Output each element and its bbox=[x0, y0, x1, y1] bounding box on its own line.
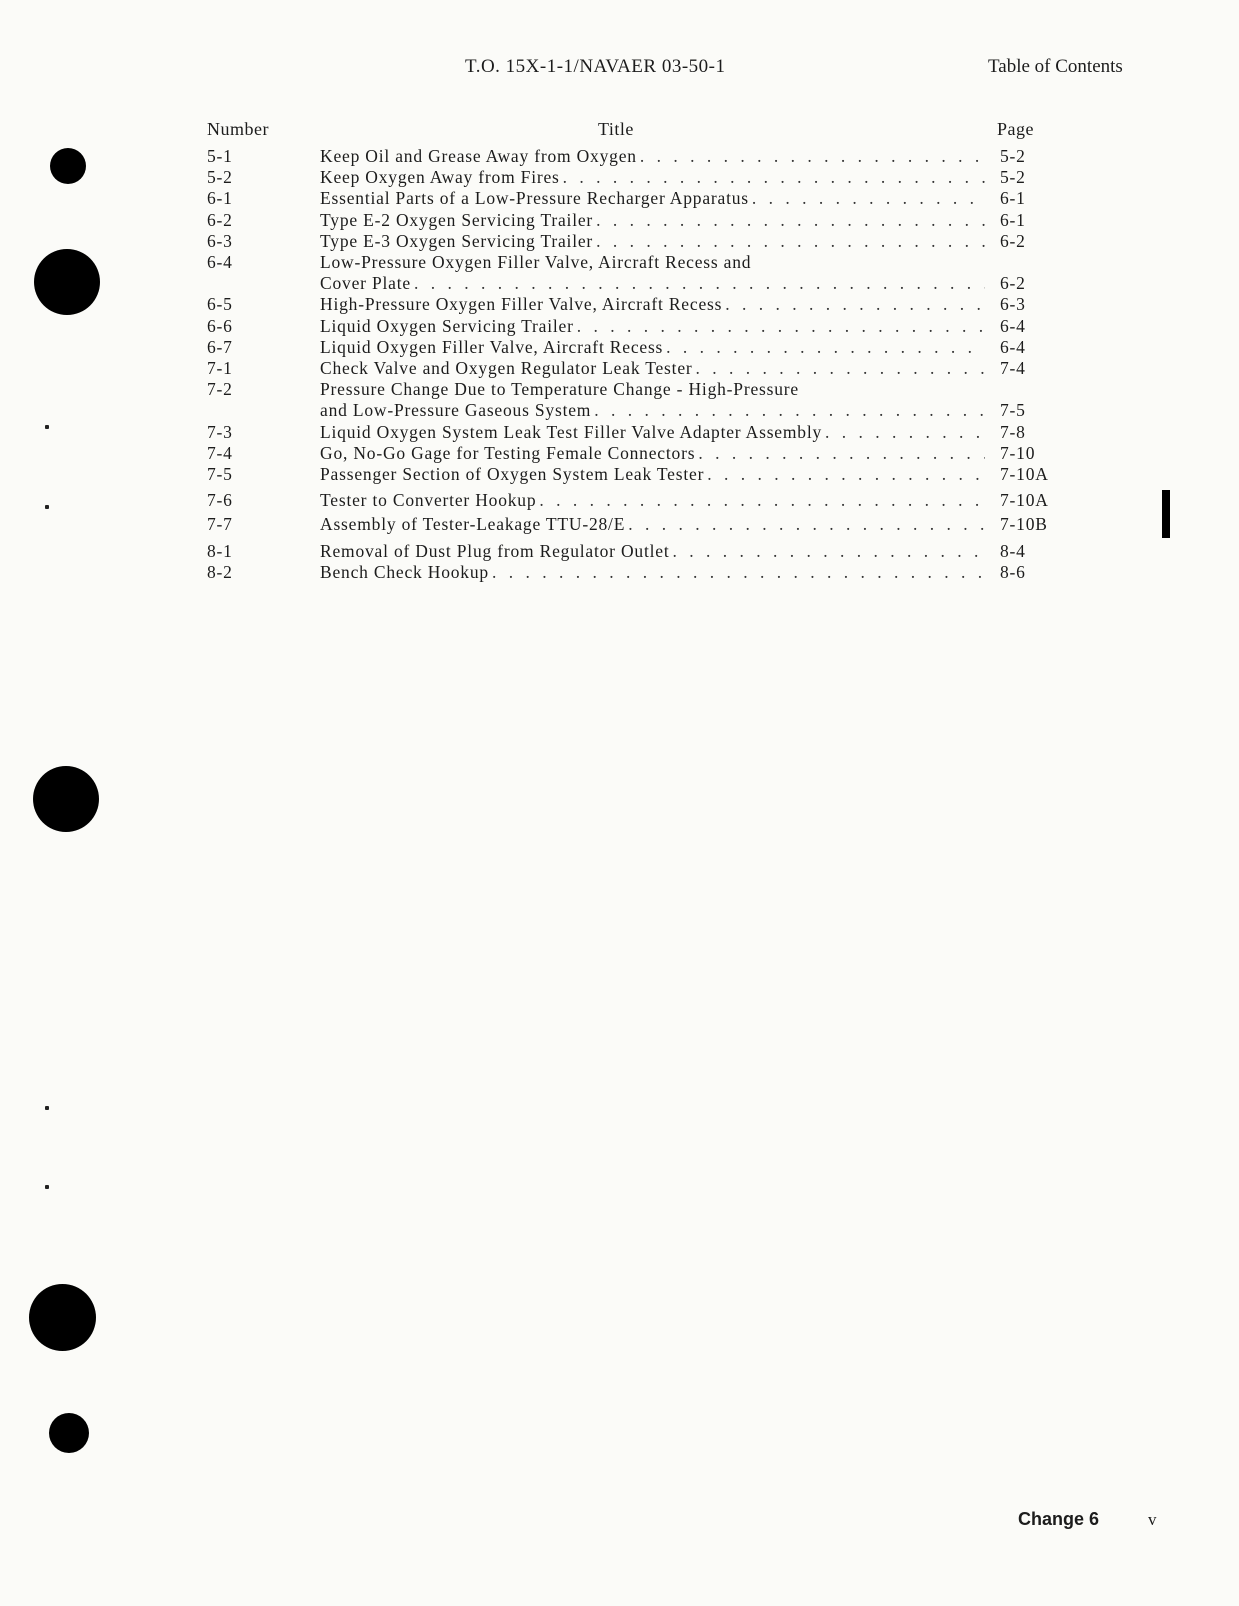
figure-number: 6-1 bbox=[207, 188, 233, 209]
page-reference: 5-2 bbox=[1000, 167, 1026, 188]
figure-title-line: Go, No-Go Gage for Testing Female Connectors bbox=[320, 442, 696, 463]
dot-leader bbox=[593, 210, 985, 231]
figure-number: 6-4 bbox=[207, 252, 233, 272]
figure-title bbox=[320, 562, 985, 583]
figure-title bbox=[320, 337, 985, 358]
figure-number: 8-2 bbox=[207, 561, 233, 582]
page-reference: 7-10B bbox=[1000, 514, 1048, 535]
figure-number: 7-3 bbox=[207, 421, 233, 442]
table-row bbox=[0, 490, 1239, 511]
footer-page-number: v bbox=[1148, 1510, 1157, 1529]
figure-number: 6-7 bbox=[207, 336, 233, 357]
figure-title-line: Pressure Change Due to Temperature Change - High-Pressure bbox=[320, 379, 799, 400]
figure-number: 7-4 bbox=[207, 442, 233, 463]
figure-title bbox=[320, 514, 985, 535]
dot-leader bbox=[574, 316, 985, 337]
figure-title bbox=[320, 252, 985, 294]
figure-title bbox=[320, 422, 985, 443]
dot-leader bbox=[722, 294, 985, 315]
figure-title bbox=[320, 541, 985, 562]
figure-number: 7-1 bbox=[207, 358, 233, 378]
dot-leader bbox=[625, 514, 985, 535]
figure-title-line: Liquid Oxygen Servicing Trailer bbox=[320, 315, 574, 336]
figure-number: 5-1 bbox=[207, 146, 233, 166]
figure-title bbox=[320, 379, 985, 421]
page-reference: 7-5 bbox=[1000, 400, 1026, 421]
page-reference: 6-2 bbox=[1000, 230, 1026, 251]
table-row bbox=[0, 443, 1239, 464]
figure-title-line: Essential Parts of a Low-Pressure Recharger Apparatus bbox=[320, 188, 749, 209]
footer-change: Change 6 bbox=[1018, 1509, 1100, 1529]
dot-leader bbox=[637, 146, 985, 167]
figure-title-line: Passenger Section of Oxygen System Leak Tester bbox=[320, 464, 705, 484]
figure-number: 6-5 bbox=[207, 294, 233, 315]
page-reference: 6-1 bbox=[1000, 209, 1026, 230]
page-reference: 7-10A bbox=[1000, 464, 1049, 484]
figure-number: 7-5 bbox=[207, 464, 233, 484]
figure-title-line: Type E-3 Oxygen Servicing Trailer bbox=[320, 230, 594, 251]
page-reference: 7-10 bbox=[1000, 442, 1036, 463]
figure-number: 7-6 bbox=[207, 490, 233, 511]
page-reference: 8-4 bbox=[1000, 540, 1026, 561]
figure-title bbox=[320, 464, 985, 485]
figure-title-line: Check Valve and Oxygen Regulator Leak Tester bbox=[320, 358, 693, 378]
figure-number: 7-7 bbox=[207, 514, 233, 535]
scan-mark bbox=[45, 1185, 49, 1189]
page-reference: 7-10A bbox=[1000, 490, 1049, 511]
figure-title bbox=[320, 294, 985, 315]
figure-number: 5-2 bbox=[207, 167, 233, 188]
scan-mark bbox=[45, 505, 49, 509]
table-row bbox=[0, 337, 1239, 358]
dot-leader bbox=[749, 188, 985, 209]
figure-title bbox=[320, 358, 985, 379]
table-row bbox=[0, 422, 1239, 443]
page-reference: 6-1 bbox=[1000, 188, 1026, 209]
dot-leader bbox=[822, 422, 985, 443]
figure-number: 7-2 bbox=[207, 379, 233, 400]
dot-leader bbox=[489, 562, 985, 583]
binder-hole bbox=[29, 1284, 96, 1351]
figure-number: 6-6 bbox=[207, 315, 233, 336]
dot-leader bbox=[411, 273, 985, 294]
table-row bbox=[0, 294, 1239, 315]
figure-number: 6-3 bbox=[207, 230, 233, 251]
header-section-title: Table of Contents bbox=[988, 56, 1123, 77]
figure-title-line: Low-Pressure Oxygen Filler Valve, Aircraft Recess and bbox=[320, 252, 752, 272]
table-row bbox=[0, 541, 1239, 562]
figure-title-line: Assembly of Tester-Leakage TTU-28/E bbox=[320, 514, 626, 535]
table-row bbox=[0, 167, 1239, 188]
table-row bbox=[0, 358, 1239, 379]
figure-number: 6-2 bbox=[207, 209, 233, 230]
table-row bbox=[0, 146, 1239, 167]
page-reference: 6-2 bbox=[1000, 273, 1026, 294]
scan-mark bbox=[45, 1106, 49, 1110]
figure-title-line: Cover Plate bbox=[320, 273, 411, 293]
figure-title bbox=[320, 188, 985, 209]
column-header-page: Page bbox=[997, 119, 1034, 139]
binder-hole bbox=[49, 1413, 89, 1453]
table-row bbox=[0, 316, 1239, 337]
figure-title bbox=[320, 231, 985, 252]
binder-hole bbox=[50, 148, 86, 184]
table-row bbox=[0, 514, 1239, 535]
dot-leader bbox=[704, 464, 985, 485]
scan-mark bbox=[45, 425, 49, 429]
dot-leader bbox=[695, 443, 985, 464]
figure-title bbox=[320, 490, 985, 511]
dot-leader bbox=[593, 231, 985, 252]
table-row bbox=[0, 188, 1239, 209]
figure-title-line: Type E-2 Oxygen Servicing Trailer bbox=[320, 209, 594, 230]
table-row bbox=[0, 562, 1239, 583]
column-header-title: Title bbox=[598, 119, 634, 139]
figure-title-line: Keep Oil and Grease Away from Oxygen bbox=[320, 146, 637, 166]
dot-leader bbox=[536, 490, 985, 511]
figure-title-line: and Low-Pressure Gaseous System bbox=[320, 400, 592, 421]
figure-title-line: Removal of Dust Plug from Regulator Outlet bbox=[320, 540, 670, 561]
page-reference: 8-6 bbox=[1000, 561, 1026, 582]
page-reference: 6-4 bbox=[1000, 315, 1026, 336]
page-reference: 6-3 bbox=[1000, 294, 1026, 315]
table-row bbox=[0, 231, 1239, 252]
figure-title-line: High-Pressure Oxygen Filler Valve, Aircraft Recess bbox=[320, 294, 723, 315]
table-row bbox=[0, 252, 1239, 294]
table-row bbox=[0, 210, 1239, 231]
dot-leader bbox=[693, 358, 985, 379]
table-row bbox=[0, 379, 1239, 421]
figure-title-line: Keep Oxygen Away from Fires bbox=[320, 167, 560, 188]
figure-title bbox=[320, 210, 985, 231]
page-reference: 5-2 bbox=[1000, 146, 1026, 166]
figure-title bbox=[320, 167, 985, 188]
page-reference: 6-4 bbox=[1000, 336, 1026, 357]
figure-title-line: Liquid Oxygen System Leak Test Filler Valve Adapter Assembly bbox=[320, 421, 823, 442]
header-document-number: T.O. 15X-1-1/NAVAER 03-50-1 bbox=[465, 56, 726, 77]
figure-title bbox=[320, 146, 985, 167]
binder-hole bbox=[34, 249, 100, 315]
figure-title-line: Tester to Converter Hookup bbox=[320, 490, 537, 511]
change-bar bbox=[1162, 490, 1170, 538]
page-reference: 7-8 bbox=[1000, 421, 1026, 442]
figure-title-line: Liquid Oxygen Filler Valve, Aircraft Recess bbox=[320, 336, 664, 357]
dot-leader bbox=[663, 337, 985, 358]
binder-hole bbox=[33, 766, 99, 832]
dot-leader bbox=[591, 400, 985, 421]
page-reference: 7-4 bbox=[1000, 358, 1026, 378]
column-header-number: Number bbox=[207, 119, 269, 139]
figure-title bbox=[320, 443, 985, 464]
table-row bbox=[0, 464, 1239, 485]
figure-title-line: Bench Check Hookup bbox=[320, 561, 489, 582]
dot-leader bbox=[670, 541, 985, 562]
dot-leader bbox=[560, 167, 985, 188]
figure-number: 8-1 bbox=[207, 540, 233, 561]
figure-title bbox=[320, 316, 985, 337]
